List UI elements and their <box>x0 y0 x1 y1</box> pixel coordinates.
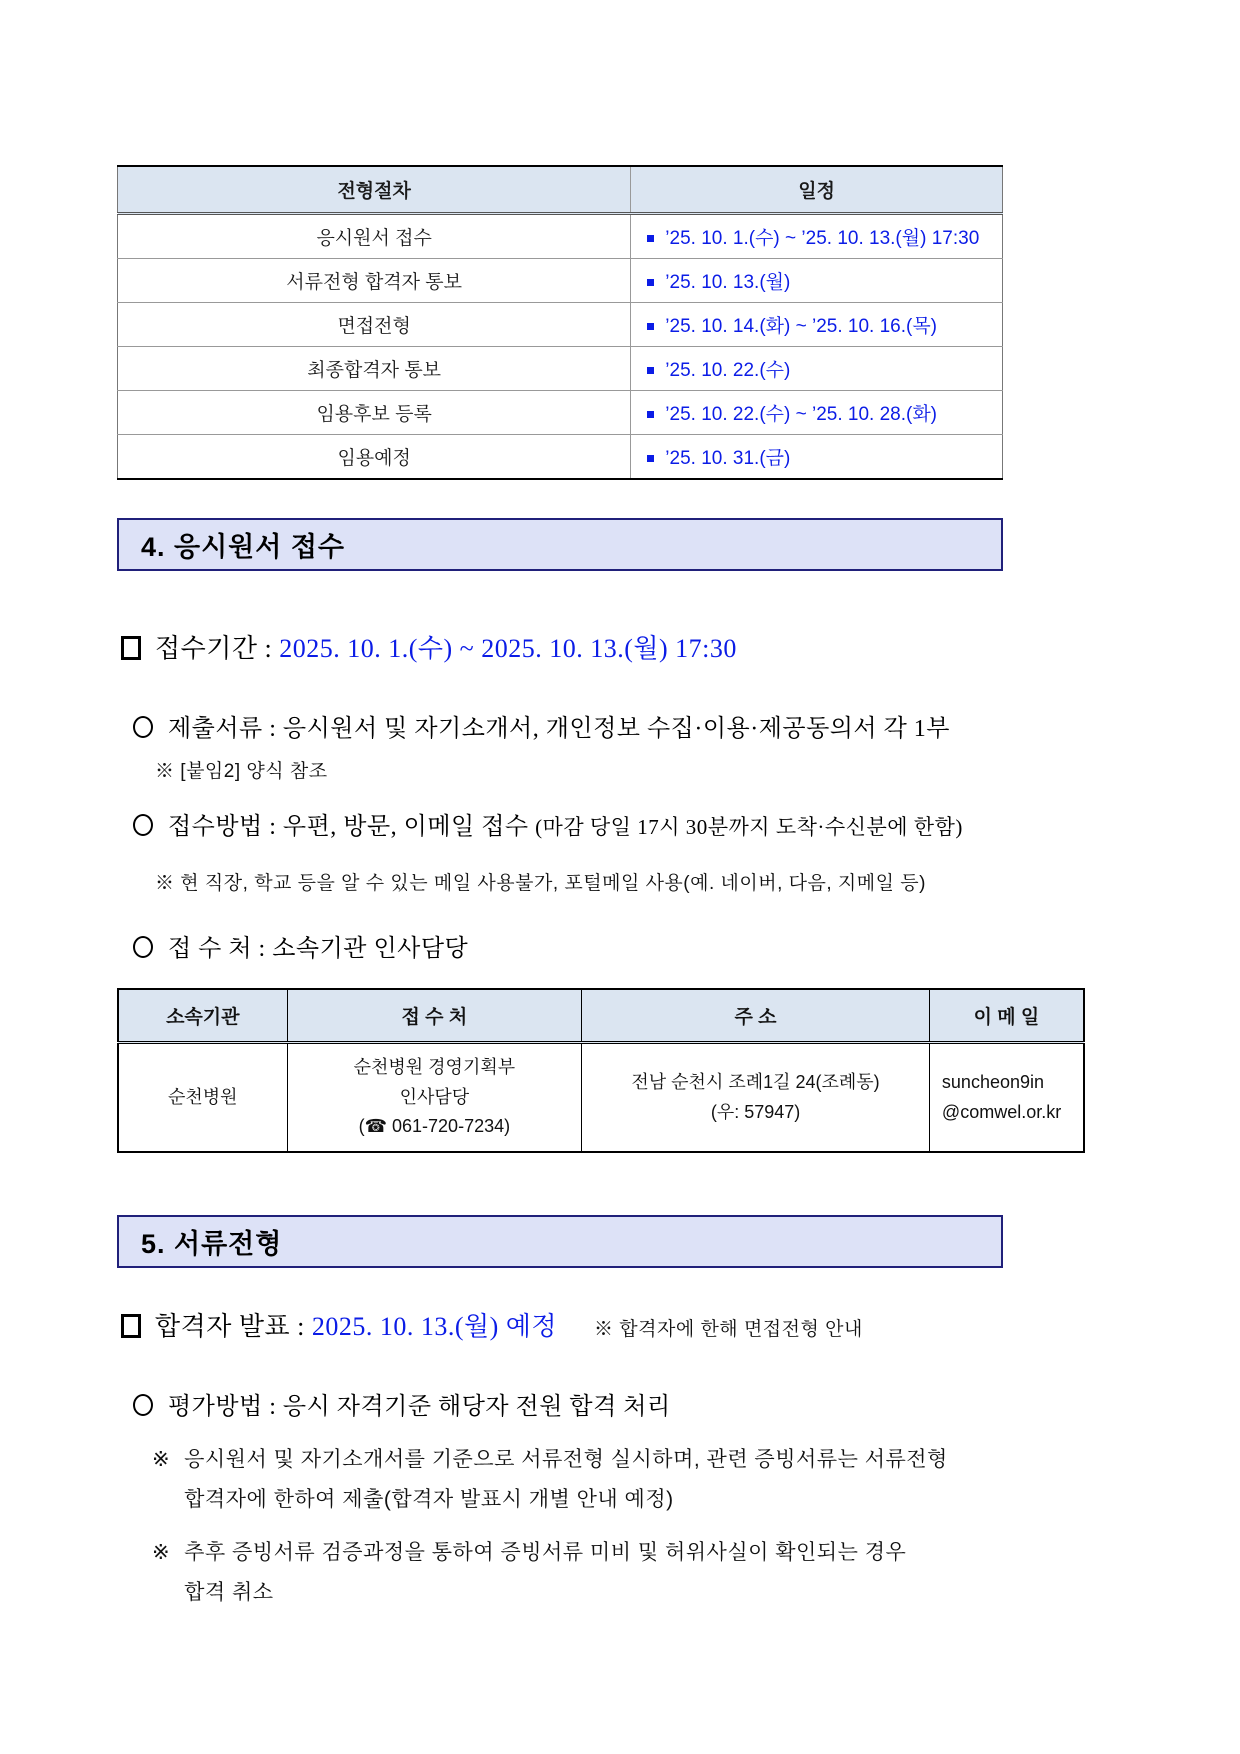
reference-mark-icon: ※ <box>155 761 175 782</box>
contact-org: 순천병원 <box>118 1043 287 1153</box>
contact-office <box>287 1043 582 1153</box>
circle-bullet-icon <box>133 814 153 836</box>
schedule-header-date: 일정 <box>631 166 1003 214</box>
contact-office-line: 순천병원 경영기획부 <box>353 1057 516 1077</box>
mail-usage-note <box>155 868 926 895</box>
contact-header-office: 접 수 처 <box>287 989 582 1043</box>
section-4-title: 4. 응시원서 접수 <box>141 532 346 562</box>
section-5-title: 5. 서류전형 <box>141 1229 283 1259</box>
schedule-header-procedure: 전형절차 <box>118 166 631 214</box>
schedule-step: 면접전형 <box>118 303 631 347</box>
contact-header-address: 주 소 <box>582 989 930 1043</box>
schedule-header-row <box>118 166 1003 214</box>
square-bullet-icon <box>647 411 654 418</box>
table-row <box>118 214 1003 259</box>
section-4-header <box>117 518 1003 571</box>
schedule-step: 서류전형 합격자 통보 <box>118 259 631 303</box>
schedule-date <box>631 259 1003 303</box>
pass-announcement-line <box>121 1306 863 1343</box>
receiving-office-text: 접 수 처 : 소속기관 인사담당 <box>168 936 469 962</box>
contact-email <box>929 1043 1084 1153</box>
receipt-method-paren: (마감 당일 17시 30분까지 도착·수신분에 한함) <box>535 815 963 839</box>
schedule-date <box>631 303 1003 347</box>
submit-documents-line <box>133 708 950 743</box>
schedule-date <box>631 347 1003 391</box>
receipt-period-line <box>121 628 737 665</box>
square-bullet-icon <box>647 323 654 330</box>
schedule-table <box>117 165 1003 480</box>
square-bullet-icon <box>647 367 654 374</box>
table-row <box>118 259 1003 303</box>
reference-mark-icon: ※ <box>155 873 175 894</box>
contact-office-phone: (☎ 061-720-7234) <box>358 1116 511 1137</box>
pass-announcement-note: ※ 합격자에 한해 면접전형 안내 <box>593 1319 863 1340</box>
attachment-form-note <box>155 756 328 783</box>
mail-usage-note-text: 현 직장, 학교 등을 알 수 있는 메일 사용불가, 포털메일 사용(예. 네이버, 다음, 지메일 등) <box>180 873 926 894</box>
screening-note-1-line2: 합격자에 한하여 제출(합격자 발표시 개별 안내 예정) <box>184 1488 674 1511</box>
contact-address-postal: (우: 57947) <box>710 1101 801 1122</box>
receipt-period-label: 접수기간 : <box>155 634 273 663</box>
checkbox-icon <box>121 636 141 660</box>
evaluation-method-text: 평가방법 : 응시 자격기준 해당자 전원 합격 처리 <box>168 1394 671 1420</box>
evaluation-method-line <box>133 1386 671 1421</box>
receipt-method-line <box>133 806 963 841</box>
square-bullet-icon <box>647 455 654 462</box>
section-5-header <box>117 1215 1003 1268</box>
square-bullet-icon <box>647 235 654 242</box>
schedule-step: 응시원서 접수 <box>118 214 631 259</box>
screening-note-1-line1: 응시원서 및 자기소개서를 기준으로 서류전형 실시하며, 관련 증빙서류는 서류전형 <box>184 1448 948 1471</box>
square-bullet-icon <box>647 279 654 286</box>
table-row <box>118 347 1003 391</box>
screening-note-1 <box>152 1440 1042 1520</box>
schedule-step: 임용예정 <box>118 435 631 480</box>
table-row <box>118 391 1003 435</box>
screening-note-2 <box>152 1533 1042 1613</box>
contact-office-line: 인사담당 <box>399 1086 470 1107</box>
reference-mark-icon: ※ <box>152 1541 171 1564</box>
schedule-date-text: ’25. 10. 31.(금) <box>665 448 791 469</box>
screening-note-1-text <box>184 1440 948 1520</box>
circle-bullet-icon <box>133 1394 153 1416</box>
table-row <box>118 1043 1084 1153</box>
schedule-date-text: ’25. 10. 1.(수) ~ ’25. 10. 13.(월) 17:30 <box>665 228 980 249</box>
screening-note-2-line1: 추후 증빙서류 검증과정을 통하여 증빙서류 미비 및 허위사실이 확인되는 경우 <box>184 1541 907 1564</box>
contact-address <box>582 1043 930 1153</box>
checkbox-icon <box>121 1314 141 1338</box>
schedule-step: 임용후보 등록 <box>118 391 631 435</box>
contact-table <box>117 988 1085 1153</box>
pass-announcement-value: 2025. 10. 13.(월) 예정 <box>311 1312 557 1341</box>
schedule-step: 최종합격자 통보 <box>118 347 631 391</box>
pass-announcement-label: 합격자 발표 : <box>155 1312 305 1341</box>
reference-mark-icon: ※ <box>152 1448 171 1471</box>
contact-header-row <box>118 989 1084 1043</box>
schedule-date <box>631 391 1003 435</box>
contact-header-org: 소속기관 <box>118 989 287 1043</box>
circle-bullet-icon <box>133 936 153 958</box>
receipt-period-value: 2025. 10. 1.(수) ~ 2025. 10. 13.(월) 17:30 <box>279 634 737 663</box>
receipt-method-text: 접수방법 : 우편, 방문, 이메일 접수 <box>168 814 529 840</box>
contact-email-line: suncheon9in <box>941 1071 1045 1092</box>
circle-bullet-icon <box>133 716 153 738</box>
attachment-form-note-text: [붙임2] 양식 참조 <box>180 761 328 782</box>
contact-header-email: 이 메 일 <box>929 989 1084 1043</box>
schedule-date-text: ’25. 10. 13.(월) <box>665 272 791 293</box>
schedule-date-text: ’25. 10. 22.(수) ~ ’25. 10. 28.(화) <box>665 404 938 425</box>
contact-address-line: 전남 순천시 조례1길 24(조례동) <box>631 1071 880 1092</box>
table-row <box>118 303 1003 347</box>
screening-note-2-text <box>184 1533 906 1613</box>
screening-note-2-line2: 합격 취소 <box>184 1581 274 1604</box>
schedule-date <box>631 214 1003 259</box>
receiving-office-line <box>133 928 468 963</box>
submit-documents-text: 제출서류 : 응시원서 및 자기소개서, 개인정보 수집·이용·제공동의서 각 1부 <box>168 716 950 742</box>
contact-email-line: @comwel.or.kr <box>941 1101 1062 1122</box>
schedule-date-text: ’25. 10. 22.(수) <box>665 360 791 381</box>
schedule-date <box>631 435 1003 480</box>
schedule-date-text: ’25. 10. 14.(화) ~ ’25. 10. 16.(목) <box>665 316 938 337</box>
table-row <box>118 435 1003 480</box>
